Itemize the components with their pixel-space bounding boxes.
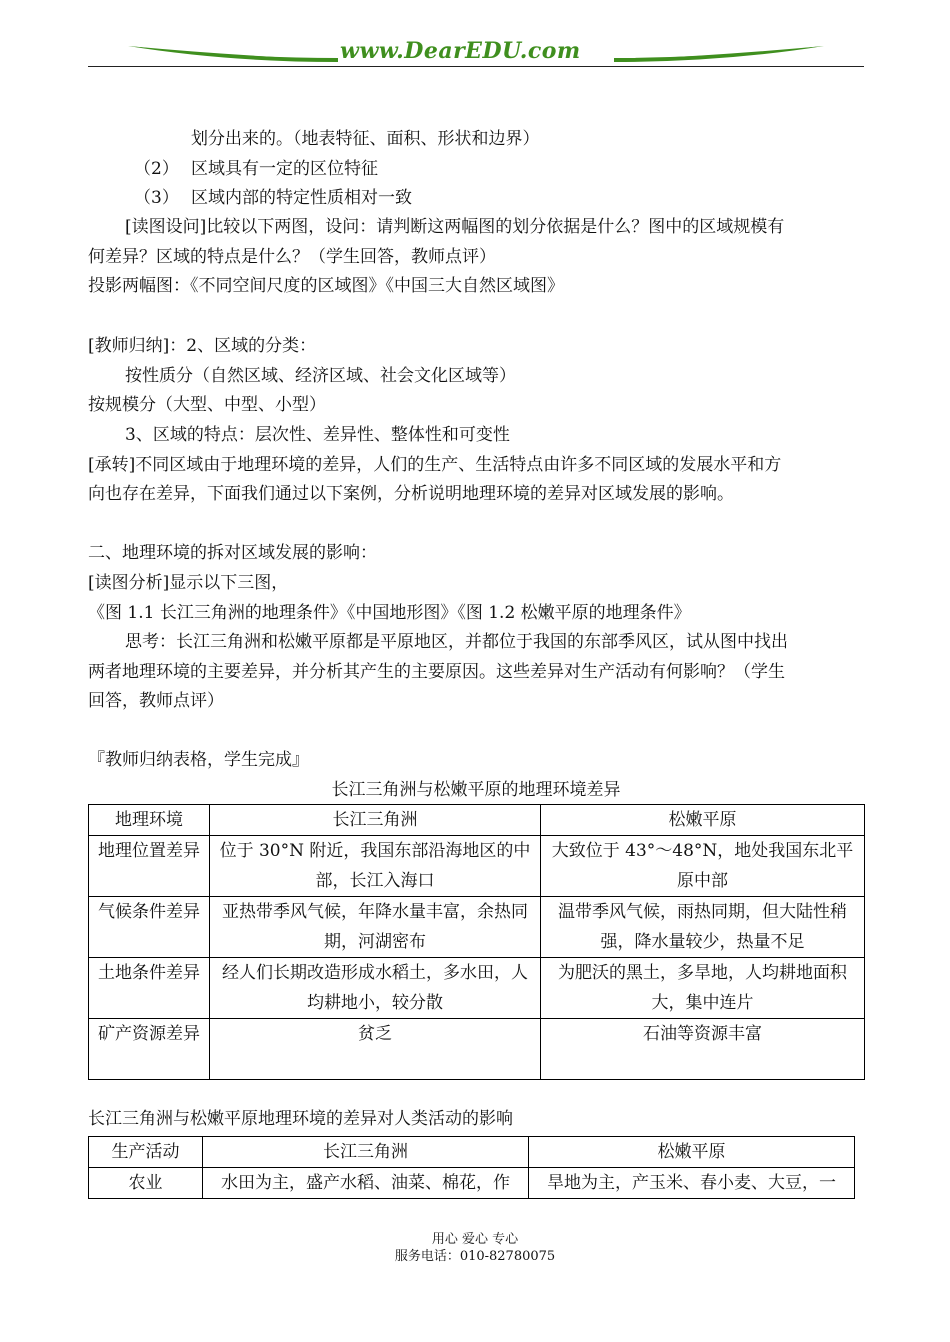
table-row [89, 958, 865, 1019]
table-caption: 长江三角洲与松嫩平原地理环境的差异对人类活动的影响 [88, 1109, 513, 1129]
table-row [89, 1168, 855, 1199]
paragraph-line: 回答，教师点评） [88, 691, 224, 711]
paragraph-line: 《图 1.1 长江三角洲的地理条件》《中国地形图》《图 1.2 松嫩平原的地理条件》 [88, 603, 691, 623]
table-cell: 地理位置差异 [89, 836, 210, 897]
paragraph-line: [读图设问]比较以下两图，设问：请判断这两幅图的划分依据是什么？图中的区域规模有 [125, 217, 785, 237]
table-cell: 位于 30°N 附近，我国东部沿海地区的中部，长江入海口 [210, 836, 541, 897]
table-header-row [89, 805, 865, 836]
table-header-cell: 松嫩平原 [541, 805, 865, 836]
table-header-cell: 生产活动 [89, 1137, 203, 1168]
table-header-cell: 松嫩平原 [529, 1137, 855, 1168]
table-header-row [89, 1137, 855, 1168]
list-item-number: （3） [134, 188, 179, 208]
paragraph-line: 划分出来的。（地表特征、面积、形状和边界） [191, 129, 540, 149]
table-cell: 土地条件差异 [89, 958, 210, 1019]
paragraph-line: 按性质分（自然区域、经济区域、社会文化区域等） [125, 366, 516, 386]
environment-difference-table [88, 804, 865, 1080]
footer-phone: 服务电话：010-82780075 [394, 1249, 556, 1264]
table-cell: 石油等资源丰富 [541, 1019, 865, 1080]
table-cell: 贫乏 [210, 1019, 541, 1080]
list-item-number: （2） [134, 159, 179, 179]
table-row [89, 1019, 865, 1080]
section-heading: [教师归纳]：2、区域的分类： [88, 336, 317, 356]
paragraph-line: 『教师归纳表格，学生完成』 [88, 750, 309, 770]
list-item-text: 区域内部的特定性质相对一致 [191, 188, 412, 208]
paragraph-line: [读图分析]显示以下三图， [88, 573, 289, 593]
table-header-cell: 长江三角洲 [210, 805, 541, 836]
human-activity-impact-table [88, 1136, 855, 1199]
table-cell: 矿产资源差异 [89, 1019, 210, 1080]
footer-slogan: 用心 爱心 专心 [431, 1232, 519, 1247]
paragraph-line: 按规模分（大型、中型、小型） [88, 395, 326, 415]
table-cell: 大致位于 43°～48°N，地处我国东北平原中部 [541, 836, 865, 897]
paragraph-line: [承转]不同区域由于地理环境的差异，人们的生产、生活特点由许多不同区域的发展水平和方 [88, 455, 782, 475]
table-cell: 旱地为主，产玉米、春小麦、大豆，一 [529, 1168, 855, 1199]
paragraph-line: 向也存在差异，下面我们通过以下案例，分析说明地理环境的差异对区域发展的影响。 [88, 484, 734, 504]
table-cell: 气候条件差异 [89, 897, 210, 958]
table-cell: 为肥沃的黑土，多旱地，人均耕地面积大，集中连片 [541, 958, 865, 1019]
table-cell: 经人们长期改造形成水稻土，多水田，人均耕地小，较分散 [210, 958, 541, 1019]
table-row [89, 836, 865, 897]
table-header-cell: 长江三角洲 [203, 1137, 529, 1168]
table-header-cell: 地理环境 [89, 805, 210, 836]
paragraph-line: 3、区域的特点：层次性、差异性、整体性和可变性 [125, 425, 510, 445]
list-item-text: 区域具有一定的区位特征 [191, 159, 378, 179]
table-cell: 农业 [89, 1168, 203, 1199]
paragraph-line: 何差异？区域的特点是什么？（学生回答，教师点评） [88, 247, 496, 267]
paragraph-line: 两者地理环境的主要差异，并分析其产生的主要原因。这些差异对生产活动有何影响？（学生 [88, 662, 785, 682]
paragraph-line: 投影两幅图：《不同空间尺度的区域图》《中国三大自然区域图》 [88, 276, 564, 296]
table-cell: 水田为主，盛产水稻、油菜、棉花，作 [203, 1168, 529, 1199]
section-heading: 二、地理环境的拆对区域发展的影响： [88, 543, 377, 563]
header-divider [88, 66, 864, 67]
site-logo-text[interactable]: www.DearEDU.com [340, 38, 581, 64]
table-cell: 温带季风气候，雨热同期，但大陆性稍强，降水量较少，热量不足 [541, 897, 865, 958]
paragraph-line: 思考：长江三角洲和松嫩平原都是平原地区，并都位于我国的东部季风区，试从图中找出 [125, 632, 788, 652]
table-caption: 长江三角洲与松嫩平原的地理环境差异 [331, 780, 621, 800]
table-row [89, 897, 865, 958]
table-cell: 亚热带季风气候，年降水量丰富，余热同期，河湖密布 [210, 897, 541, 958]
